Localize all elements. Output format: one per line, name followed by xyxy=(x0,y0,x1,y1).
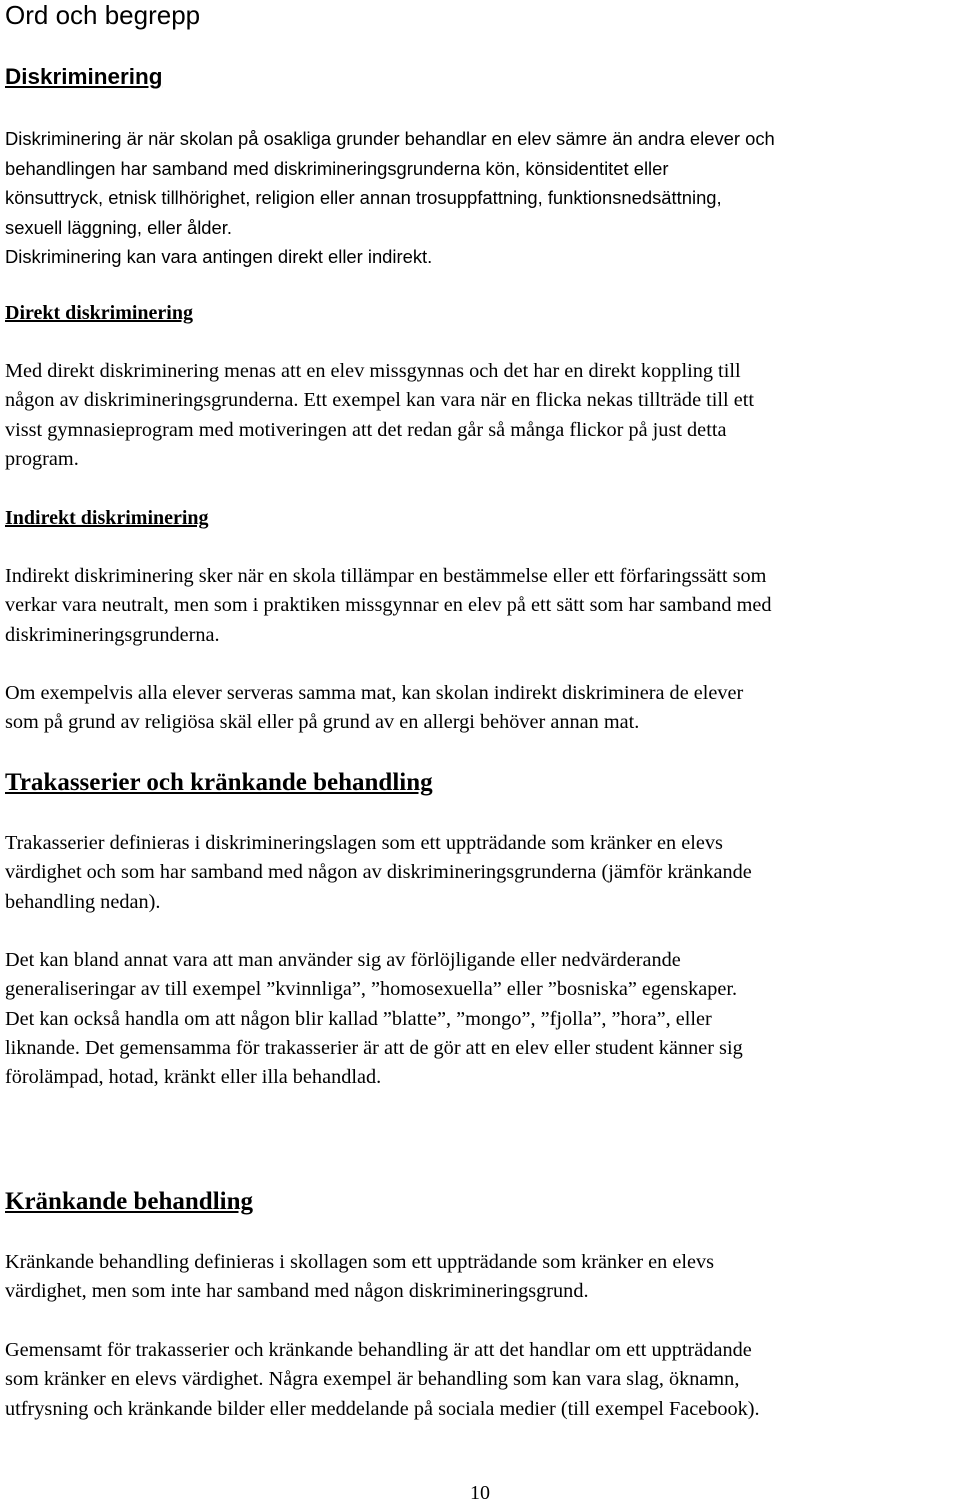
heading-krankande-behandling: Kränkande behandling xyxy=(5,1188,254,1215)
paragraph-indirekt-diskriminering: Indirekt diskriminering sker när en skola tillämpar en bestämmelse eller ett förfaringssätt som verkar vara neutralt, men som i praktiken missgynnar en elev på ett sätt som har samband med diskrimineringsgrunderna. xyxy=(5,565,772,646)
page-title: Ord och begrepp xyxy=(5,0,201,30)
heading-direkt-diskriminering: Direkt diskriminering xyxy=(5,302,193,324)
heading-diskriminering: Diskriminering xyxy=(5,64,163,89)
paragraph-trakasserier-definition: Trakasserier definieras i diskrimineringslagen som ett uppträdande som kränker en elevs värdighet och som har samband med någon av diskrimineringsgrunderna (jämför kränkande behandling nedan). xyxy=(5,832,752,913)
paragraph-krankande-gemensamt: Gemensamt för trakasserier och kränkande behandling är att det handlar om ett uppträdande som kränker en elevs värdighet. Några exempel är behandling som kan vara slag, öknamn, utfrysning och kränkande bilder eller meddelande på sociala medier (till exempel Facebook). xyxy=(5,1339,760,1420)
heading-trakasserier: Trakasserier och kränkande behandling xyxy=(5,769,433,796)
paragraph-krankande-definition: Kränkande behandling definieras i skollagen som ett uppträdande som kränker en elevs värdighet, men som inte har samband med någon diskrimineringsgrund. xyxy=(5,1251,715,1303)
paragraph-indirekt-exempel: Om exempelvis alla elever serveras samma mat, kan skolan indirekt diskriminera de elever som på grund av religiösa skäl eller på grund av en allergi behöver annan mat. xyxy=(5,682,744,734)
page-number: 10 xyxy=(470,1482,490,1504)
paragraph-direkt-diskriminering: Med direkt diskriminering menas att en elev missgynnas och det har en direkt koppling till någon av diskrimineringsgrunderna. Ett exempel kan vara när en flicka nekas tillträde till ett visst gymnasieprogram med motiveringen att det redan går så många flickor på just detta program. xyxy=(5,360,755,470)
paragraph-trakasserier-exempel: Det kan bland annat vara att man använder sig av förlöjligande eller nedvärderande generaliseringar av till exempel ”kvinnliga”, ”homosexuella” eller ”bosniska” egenskaper. Det kan också handla om att någon blir kallad ”blatte”, ”mongo”, ”fjolla”, ”hora”, eller liknande. Det gemensamma för trakasserier är att de gör att en elev eller student känner sig förolämpad, hotad, kränkt eller illa behandlad. xyxy=(5,949,743,1089)
paragraph-diskriminering-definition: Diskriminering är när skolan på osakliga grunder behandlar en elev sämre än andra elever och behandlingen har samband med diskrimineringsgrunderna kön, könsidentitet eller könsuttryck, etnisk tillhörighet, religion eller annan trosuppfattning, funktionsnedsättning, sexuell läggning, eller ålder. Diskriminering kan vara antingen direkt eller indirekt. xyxy=(5,128,775,268)
heading-indirekt-diskriminering: Indirekt diskriminering xyxy=(5,507,209,529)
